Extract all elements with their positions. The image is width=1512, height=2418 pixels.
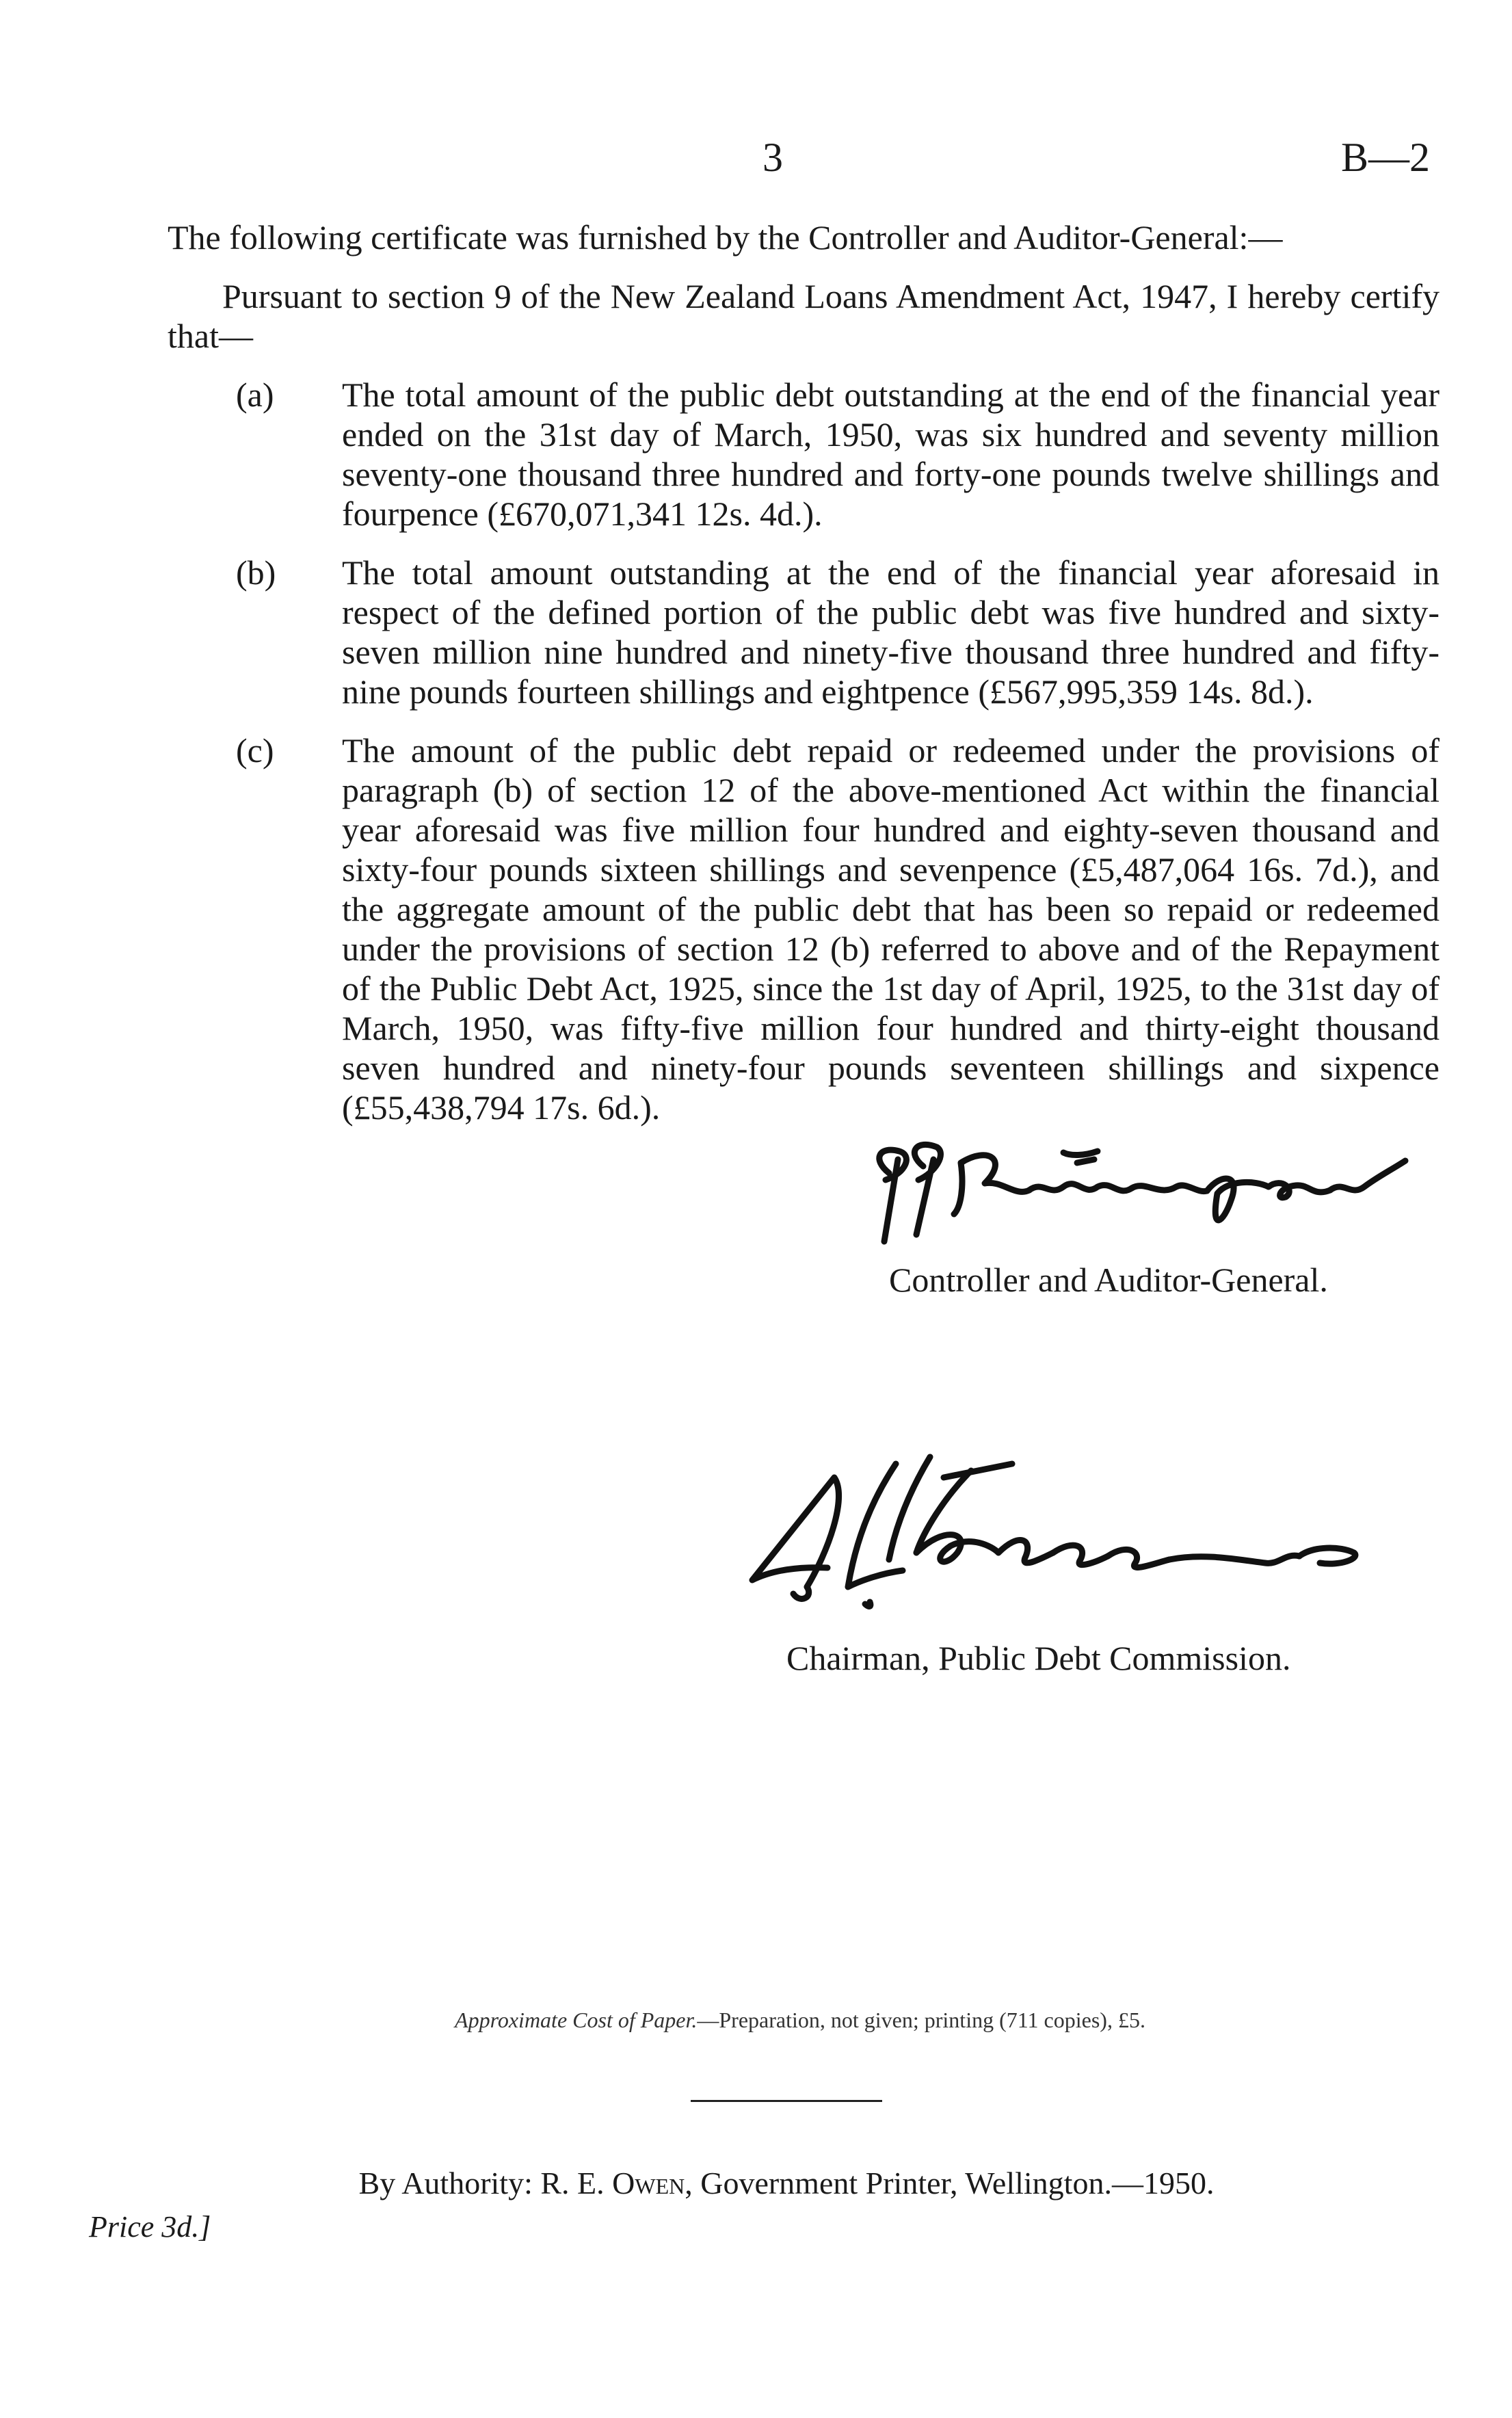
authority-line <box>274 2165 1299 2201</box>
clause-text: The amount of the public debt repaid or redeemed under the provisions of paragraph (b) of section 12 of the above-mentioned Act within the financial year aforesaid was five million four hundred and eighty-seven thousand and sixty-four pounds sixteen shillings and sevenpence (£5,487,064 16s. 7d.), and the aggregate amount of the public debt that has been so repaid or redeemed under the provisions of section 12 (b) referred to above and of the Repayment of the Public Debt Act, 1925, since the 1st day of April, 1925, to the 31st day of March, 1950, was fifty-five million four hundred and thirty-eight thousand seven hundred and ninety-four pounds seventeen shillings and sixpence (£55,438,794 17s. 6d.). <box>342 731 1440 1127</box>
certificate-body <box>168 218 1440 1127</box>
clause-letter: (c) <box>236 731 274 770</box>
clause-text: The total amount outstanding at the end of the financial year aforesaid in respect of the defined portion of the public debt was five hundred and sixty-seven million nine hundred and ninety-five thousand three hundred and fifty-nine pounds fourteen shillings and eightpence (£567,995,359 14s. 8d.). <box>342 553 1440 711</box>
clause-c <box>168 731 1440 1127</box>
section-code: B—2 <box>1340 135 1430 180</box>
handwritten-signature-icon <box>725 1450 1381 1628</box>
handwritten-signature-icon <box>858 1132 1419 1262</box>
signature-caption-controller: Controller and Auditor-General. <box>889 1261 1328 1299</box>
authority-suffix: , Government Printer, Wellington.—1950. <box>685 2166 1215 2200</box>
clause-b <box>168 553 1440 711</box>
approximate-cost-line <box>321 2008 1279 2033</box>
divider-rule <box>691 2100 882 2102</box>
authority-name: R. E. Owen <box>540 2166 685 2200</box>
certificate-pursuant: Pursuant to section 9 of the New Zealand Loans Amendment Act, 1947, I hereby certify that— <box>168 277 1440 355</box>
authority-prefix: By Authority: <box>358 2166 541 2200</box>
clause-letter: (a) <box>236 376 274 414</box>
clause-text: The total amount of the public debt outstanding at the end of the financial year ended on the 31st day of March, 1950, was six hundred and seventy million seventy-one thousand three hundred and forty-one pounds twelve shillings and fourpence (£670,071,341 12s. 4d.). <box>342 376 1440 533</box>
price-label: Price 3d.] <box>89 2210 211 2244</box>
page-number: 3 <box>762 135 783 180</box>
clause-a <box>168 375 1440 534</box>
cost-label: Approximate Cost of Paper. <box>455 2008 698 2032</box>
cost-detail: —Preparation, not given; printing (711 copies), £5. <box>697 2008 1145 2032</box>
signature-caption-chairman: Chairman, Public Debt Commission. <box>786 1639 1291 1677</box>
clause-letter: (b) <box>236 553 276 592</box>
certificate-intro: The following certificate was furnished by the Controller and Auditor-General:— <box>168 218 1283 257</box>
